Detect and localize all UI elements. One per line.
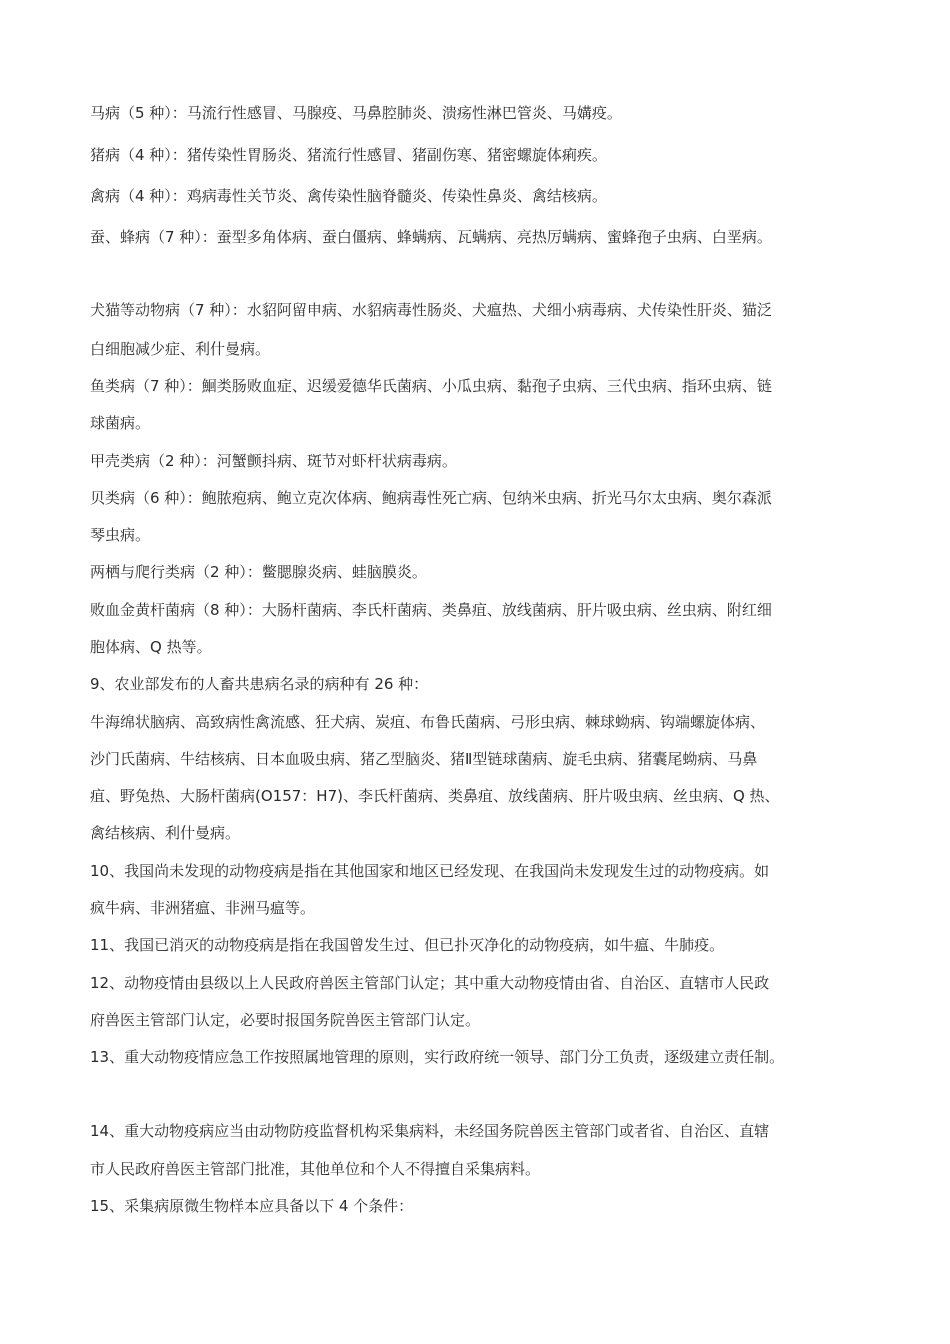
text-line: 蚕、蜂病（7 种）：蚕型多角体病、蚕白僵病、蜂螨病、瓦螨病、亮热厉螨病、蜜蜂孢子虫病、白垩病。 xyxy=(90,228,772,246)
text-line: 败血金黄杆菌病（8 种）：大肠杆菌病、李氏杆菌病、类鼻疽、放线菌病、肝片吸虫病、丝虫病、附红细 xyxy=(90,601,772,619)
text-line: 猪病（4 种）：猪传染性胃肠炎、猪流行性感冒、猪副伤寒、猪密螺旋体痢疾。 xyxy=(90,146,607,164)
text-line: 牛海绵状脑病、高致病性禽流感、狂犬病、炭疽、布鲁氏菌病、弓形虫病、棘球蚴病、钩端螺旋体病、 xyxy=(90,713,766,731)
text-line: 府兽医主管部门认定，必要时报国务院兽医主管部门认定。 xyxy=(90,1011,481,1029)
text-line: 11、我国已消灭的动物疫病是指在我国曾发生过、但已扑灭净化的动物疫病，如牛瘟、牛肺疫。 xyxy=(90,936,725,954)
text-line: 胞体病、Q 热等。 xyxy=(90,638,212,656)
section-heading: 9、农业部发布的人畜共患病名录的病种有 26 种： xyxy=(90,675,429,693)
text-line: 贝类病（6 种）：鲍脓疱病、鲍立克次体病、鲍病毒性死亡病、包纳米虫病、折光马尔太虫病、奥尔森派 xyxy=(90,489,772,507)
text-line: 疽、野兔热、大肠杆菌病(O157：H7)、李氏杆菌病、类鼻疽、放线菌病、肝片吸虫病、丝虫病、Q 热、 xyxy=(90,787,780,805)
section-heading: 15、采集病原微生物样本应具备以下 4 个条件： xyxy=(90,1197,414,1215)
text-line: 白细胞减少症、利什曼病。 xyxy=(90,340,271,358)
text-line: 球菌病。 xyxy=(90,414,151,432)
text-line: 鱼类病（7 种）：鮰类肠败血症、迟缓爱德华氏菌病、小瓜虫病、黏孢子虫病、三代虫病、指环虫病、链 xyxy=(90,377,772,395)
text-line: 14、重大动物疫病应当由动物防疫监督机构采集病料，未经国务院兽医主管部门或者省、自治区、直辖 xyxy=(90,1122,770,1140)
text-line: 禽病（4 种）：鸡病毒性关节炎、禽传染性脑脊髓炎、传染性鼻炎、禽结核病。 xyxy=(90,187,607,205)
text-line: 沙门氏菌病、牛结核病、日本血吸虫病、猪乙型脑炎、猪Ⅱ型链球菌病、旋毛虫病、猪囊尾蚴病、马鼻 xyxy=(90,750,758,768)
text-line: 10、我国尚未发现的动物疫病是指在其他国家和地区已经发现、在我国尚未发现发生过的动物疫病。如 xyxy=(90,862,770,880)
text-line: 犬猫等动物病（7 种）：水貂阿留申病、水貂病毒性肠炎、犬瘟热、犬细小病毒病、犬传染性肝炎、猫泛 xyxy=(90,301,772,319)
text-line: 13、重大动物疫情应急工作按照属地管理的原则，实行政府统一领导、部门分工负责，逐级建立责任制。 xyxy=(90,1048,785,1066)
text-line: 马病（5 种）：马流行性感冒、马腺疫、马鼻腔肺炎、溃疡性淋巴管炎、马媾疫。 xyxy=(90,104,622,122)
text-line: 琴虫病。 xyxy=(90,526,151,544)
text-line: 市人民政府兽医主管部门批准，其他单位和个人不得擅自采集病料。 xyxy=(90,1160,541,1178)
text-line: 12、动物疫情由县级以上人民政府兽医主管部门认定；其中重大动物疫情由省、自治区、直辖市人民政 xyxy=(90,974,770,992)
text-line: 甲壳类病（2 种）：河蟹颤抖病、斑节对虾杆状病毒病。 xyxy=(90,452,457,470)
text-line: 禽结核病、利什曼病。 xyxy=(90,824,241,842)
text-line: 疯牛病、非洲猪瘟、非洲马瘟等。 xyxy=(90,899,316,917)
text-line: 两栖与爬行类病（2 种）：鳖腮腺炎病、蛙脑膜炎。 xyxy=(90,563,427,581)
